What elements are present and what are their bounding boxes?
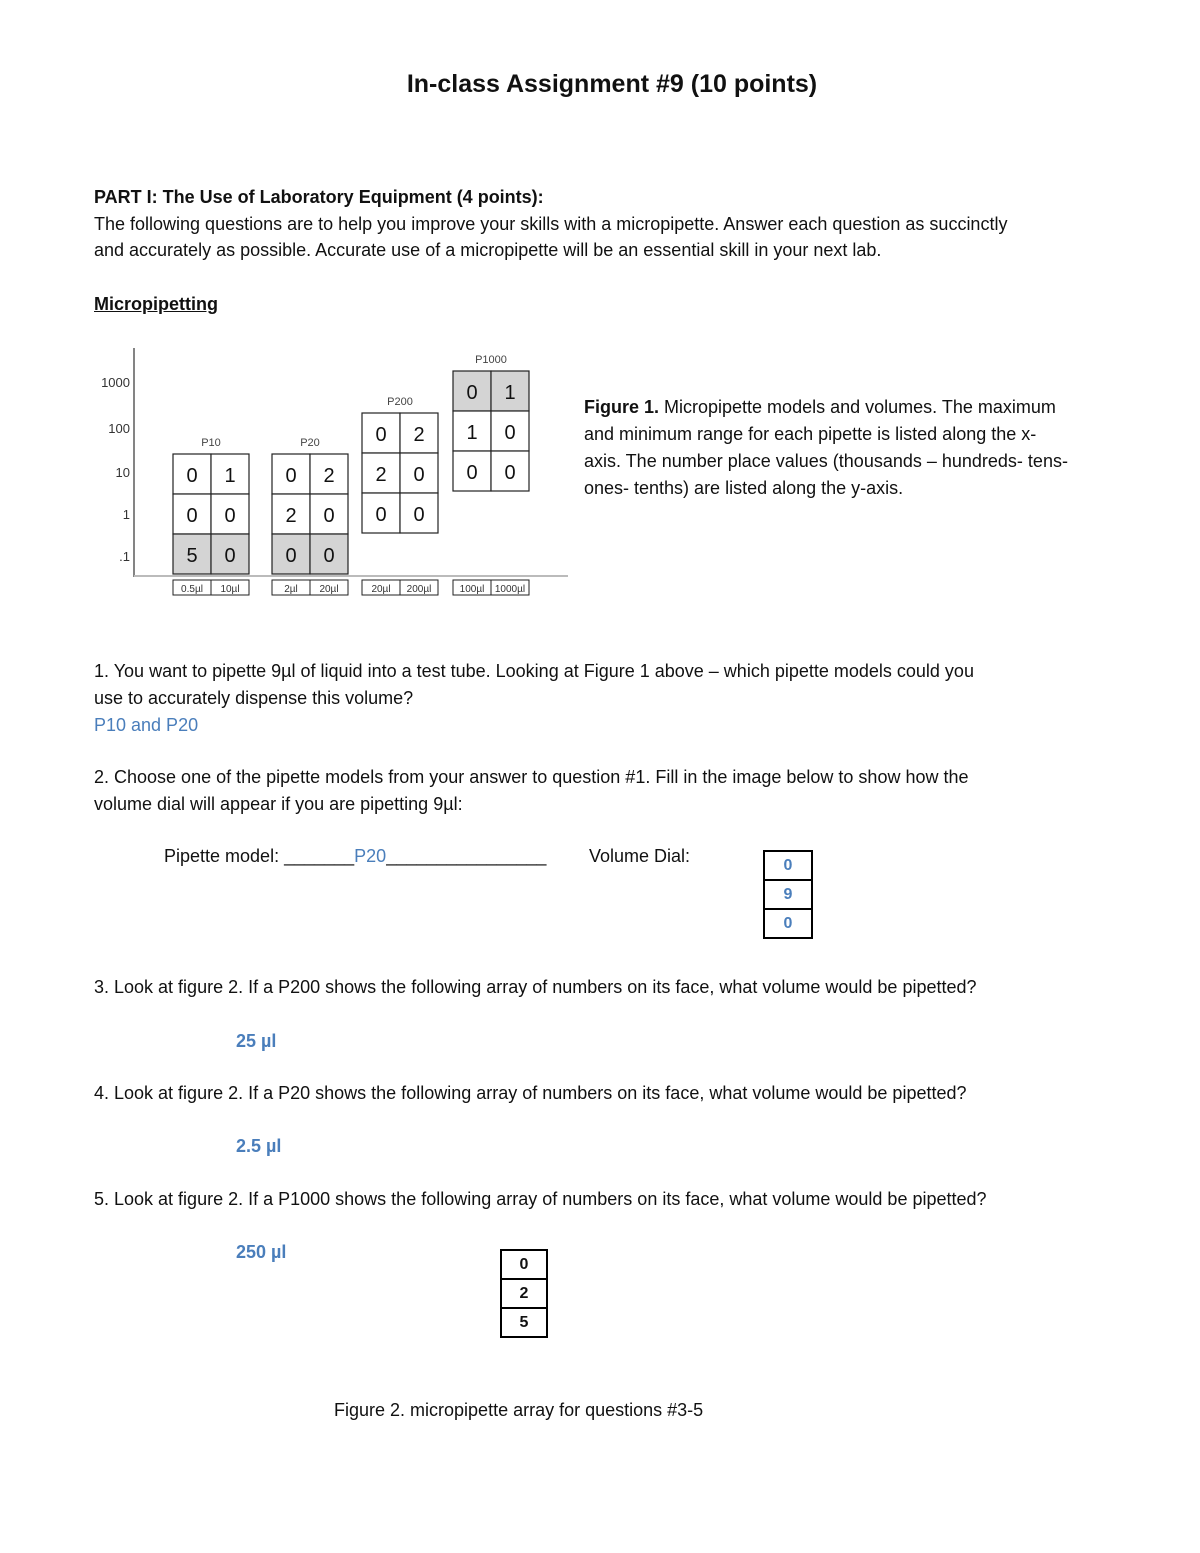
array-digit: 0 [502,1251,546,1280]
figure1-diagram [90,340,580,605]
pipette-dial-digit: 0 [466,382,478,404]
figure1-caption-line3: axis. The number place values (thousands – hundreds- tens- [584,451,1068,471]
q2-model-label: Pipette model: [164,846,285,866]
pipette-dial-digit: 0 [504,422,516,444]
figure1-caption-line4: ones- tenths) are listed along the y-axis. [584,478,904,498]
q1-line2: use to accurately dispense this volume? [94,688,414,708]
q2-line2: volume dial will appear if you are pipetting 9µl: [94,794,463,814]
pipette-dial-digit: 0 [413,504,425,526]
q3-text: 3. Look at figure 2. If a P200 shows the following array of numbers on its face, what volume would be pipetted? [94,977,977,997]
figure1-caption-text: Micropipette models and volumes. The maximum [659,397,1056,417]
q2-blank-after: ________________ [386,846,547,866]
figure2-caption: Figure 2. micropipette array for questions #3-5 [334,1400,704,1420]
pipette-dial-digit: 2 [323,465,335,487]
q1-answer: P10 and P20 [94,715,199,735]
pipette-range-label: 0.5µl [181,584,203,595]
figure1-caption-label: Figure 1. [584,397,660,417]
y-label: 100 [108,421,130,436]
y-label: 10 [115,465,130,480]
q5-text: 5. Look at figure 2. If a P1000 shows the following array of numbers on its face, what volume would be pipetted? [94,1189,987,1209]
pipette-range-label: 100µl [459,584,485,595]
pipette-range-label: 2µl [284,584,298,595]
pipette-dial-digit: 0 [466,462,478,484]
part1-heading: PART I: The Use of Laboratory Equipment (4 points): [94,187,544,207]
pipette-dial-digit: 0 [224,505,236,527]
pipette-range-label: 20µl [371,584,391,595]
pipette-dial-digit: 1 [504,382,516,404]
q2-model-answer: P20 [354,846,387,866]
pipette-group [173,354,529,595]
section-title: Micropipetting [94,294,218,314]
q4-answer: 2.5 µl [236,1136,282,1156]
y-label: 1000 [101,375,130,390]
pipette-dial-digit: 0 [285,545,297,567]
pipette-dial-digit: 0 [375,424,387,446]
pipette-dial-digit: 0 [323,545,335,567]
pipette-dial-digit: 0 [323,505,335,527]
pipette-dial-digit: 0 [413,464,425,486]
pipette-dial-digit: 0 [285,465,297,487]
pipette-dial-digit: 0 [186,505,198,527]
pipette-dial-digit: 0 [186,465,198,487]
q2-line1: 2. Choose one of the pipette models from your answer to question #1. Fill in the image below to show how the [94,767,969,787]
dial-digit: 0 [765,852,811,881]
dial-digit: 0 [783,915,793,932]
pipette-dial-digit: 1 [224,465,236,487]
pipette-range-label: 20µl [319,584,339,595]
figure1-caption-line2: and minimum range for each pipette is listed along the x- [584,424,1037,444]
pipette-model-label: P20 [300,437,320,449]
page-title: In-class Assignment #9 (10 points) [406,70,818,98]
y-label: 1 [122,507,130,522]
pipette-dial-digit: 2 [413,424,425,446]
figure1-caption-line1 [584,394,1056,421]
part1-intro-line1: The following questions are to help you improve your skills with a micropipette. Answer each question as succinctly [94,214,1008,234]
pipette-dial-digit: 0 [504,462,516,484]
pipette-dial-digit: 1 [466,422,478,444]
pipette-range-label: 1000µl [494,584,526,595]
pipette-dial-digit: 2 [375,464,387,486]
part1-intro-line2: and accurately as possible. Accurate use of a micropipette will be an essential skill in your next lab. [94,240,882,260]
pipette-range-label: 10µl [220,584,240,595]
q5-answer: 250 µl [236,1242,287,1262]
q2-model-line [164,843,546,870]
array-digit: 2 [502,1280,546,1309]
pipette-dial-digit: 0 [224,545,236,567]
q3-answer: 25 µl [236,1031,277,1051]
pipette-dial-digit: 5 [186,545,198,567]
pipette-dial-digit: 2 [285,505,297,527]
pipette-dial-digit: 0 [375,504,387,526]
q1-line1: 1. You want to pipette 9µl of liquid into a test tube. Looking at Figure 1 above – which pipette models could you [94,661,974,681]
pipette-model-label: P10 [201,437,221,449]
pipette-model-label: P1000 [475,354,507,366]
dial-digit: 9 [765,881,811,910]
pipette-model-label: P200 [387,396,413,408]
q2-dial-label: Volume Dial: [589,846,691,866]
q2-volume-dial[interactable] [763,850,813,939]
q4-text: 4. Look at figure 2. If a P20 shows the following array of numbers on its face, what volume would be pipetted? [94,1083,967,1103]
y-label: .1 [119,549,130,564]
q2-blank-before: _______ [284,846,355,866]
pipette-range-label: 200µl [406,584,432,595]
figure2-array [500,1249,548,1338]
array-digit: 5 [519,1314,529,1331]
